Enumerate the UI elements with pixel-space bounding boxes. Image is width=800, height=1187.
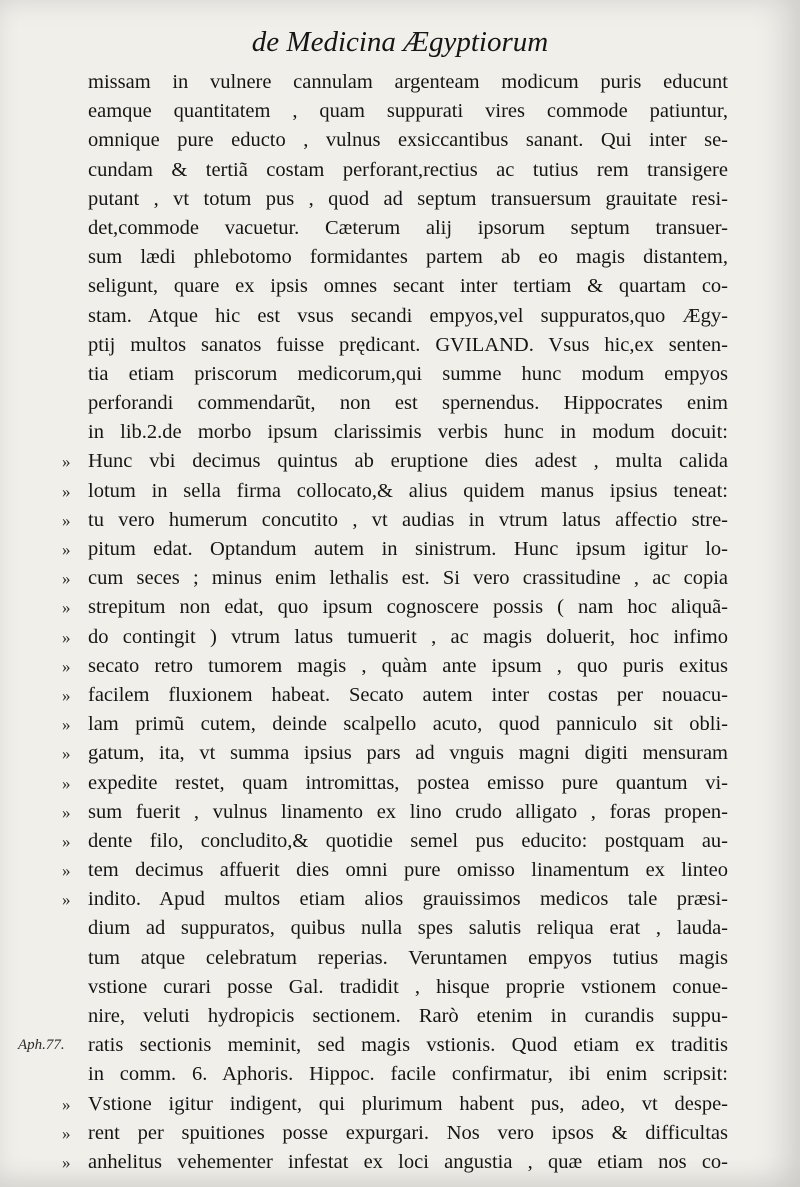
text-line: [88, 97, 728, 126]
line-text: rent per spuitiones posse expurgari. Nos vero ipsos & difficultas: [88, 1121, 728, 1144]
text-line: [62, 506, 728, 535]
text-line: [88, 68, 728, 97]
quotation-mark: »: [62, 656, 71, 676]
quotation-mark: »: [62, 1094, 71, 1114]
quotation-mark: »: [62, 861, 71, 881]
text-line: [88, 185, 728, 214]
line-text: stam. Atque hic est vsus secandi empyos,vel suppuratos,quo Ægy-: [88, 304, 728, 327]
line-text: tem decimus affuerit dies omni pure omisso linamentum ex linteo: [88, 859, 728, 882]
quotation-mark: »: [62, 685, 71, 705]
text-line: [88, 1002, 728, 1031]
line-text: omnique pure educto , vulnus exsiccantibus sanant. Qui inter se-: [88, 129, 728, 152]
text-line: [88, 243, 728, 272]
line-text: perforandi commendarũt, non est spernendus. Hippocrates enim: [88, 392, 728, 415]
running-head: de Medicina Ægyptiorum: [251, 26, 549, 58]
line-text: sum lædi phlebotomo formidantes partem ab eo magis distantem,: [88, 246, 728, 269]
line-text: sum fuerit , vulnus linamento ex lino crudo alligato , foras propen-: [88, 800, 728, 823]
text-line: [62, 739, 728, 768]
text-line: [62, 827, 728, 856]
quotation-mark: »: [62, 1152, 71, 1172]
line-text: in lib.2.de morbo ipsum clarissimis verbis hunc in modum docuit:: [88, 421, 728, 444]
body-text: [18, 68, 728, 1177]
text-line: [62, 564, 728, 593]
line-text: vstione curari posse Gal. tradidit , hisque proprie vstionem conue-: [88, 975, 728, 998]
text-line: [88, 389, 728, 418]
line-text: gatum, ita, vt summa ipsius pars ad vnguis magni digiti mensuram: [88, 742, 728, 765]
text-line: [88, 272, 728, 301]
text-line: [62, 652, 728, 681]
line-text: dente filo, concludito,& quotidie semel pus educito: postquam au-: [88, 829, 728, 852]
quotation-mark: »: [62, 744, 71, 764]
line-text: cum seces ; minus enim lethalis est. Si vero crassitudine , ac copia: [88, 567, 728, 590]
line-text: expedite restet, quam intromittas, postea emisso pure quantum vi-: [88, 771, 728, 794]
line-text: ptij multos sanatos fuisse prędicant. GVILAND. Vsus hic,ex senten-: [88, 333, 728, 356]
quotation-mark: »: [62, 802, 71, 822]
line-text: nire, veluti hydropicis sectionem. Rarò etenim in curandis suppu-: [88, 1005, 728, 1027]
text-line: [88, 156, 728, 185]
text-line: [62, 593, 728, 622]
line-text: anhelitus vehementer infestat ex loci angustia , quæ etiam nos co-: [88, 1150, 728, 1173]
line-text: ratis sectionis meminit, sed magis vstionis. Quod etiam ex traditis: [88, 1034, 728, 1057]
quotation-mark: »: [62, 540, 71, 559]
quotation-mark: »: [62, 831, 71, 851]
line-text: dium ad suppuratos, quibus nulla spes salutis reliqua erat , lauda-: [88, 917, 728, 940]
text-line: [62, 856, 728, 885]
line-text: tum atque celebratum reperias. Veruntamen empyos tutius magis: [88, 946, 728, 969]
margin-note: Aph.77.: [18, 1037, 65, 1054]
quotation-mark: »: [62, 715, 71, 735]
text-line: [88, 331, 728, 360]
line-text: missam in vulnere cannulam argenteam modicum puris educunt: [88, 71, 728, 93]
text-line: [62, 447, 728, 476]
line-text: cundam & tertiã costam perforant,rectius ac tutius rem transigere: [88, 158, 728, 181]
quotation-mark: »: [62, 452, 71, 472]
line-text: tia etiam priscorum medicorum,qui summe hunc modum empyos: [88, 362, 728, 385]
quotation-mark: »: [62, 598, 71, 618]
text-line: [88, 944, 728, 973]
line-text: putant , vt totum pus , quod ad septum transuersum grauitate resi-: [88, 187, 728, 210]
quotation-mark: »: [62, 569, 71, 589]
line-text: do contingit ) vtrum latus tumuerit , ac magis doluerit, hoc infimo: [88, 625, 728, 648]
line-text: Hunc vbi decimus quintus ab eruptione dies adest , multa calida: [88, 450, 728, 473]
text-line: [88, 973, 728, 1002]
text-line: [62, 769, 728, 798]
text-line: [18, 1031, 728, 1060]
text-line: [62, 681, 728, 710]
line-text: in comm. 6. Aphoris. Hippoc. facile confirmatur, ibi enim scripsit:: [88, 1063, 728, 1086]
line-text: indito. Apud multos etiam alios grauissimos medicos tale præsi-: [88, 888, 728, 911]
text-line: [88, 914, 728, 943]
text-line: [62, 1148, 728, 1177]
text-line: [62, 885, 728, 914]
text-line: [62, 535, 728, 564]
text-line: [62, 710, 728, 739]
quotation-mark: »: [62, 510, 71, 530]
quotation-mark: »: [62, 890, 71, 910]
text-line: [62, 477, 728, 506]
line-text: eamque quantitatem , quam suppurati vires commode patiuntur,: [88, 100, 728, 123]
line-text: tu vero humerum concutito , vt audias in vtrum latus affectio stre-: [88, 508, 728, 531]
line-text: secato retro tumorem magis , quàm ante ipsum , quo puris exitus: [88, 654, 728, 677]
line-text: seligunt, quare ex ipsis omnes secant inter tertiam & quartam co-: [88, 275, 728, 298]
line-text: pitum edat. Optandum autem in sinistrum. Hunc ipsum igitur lo-: [88, 538, 728, 560]
line-text: strepitum non edat, quo ipsum cognoscere possis ( nam hoc aliquã-: [88, 596, 728, 619]
text-line: [62, 1090, 728, 1119]
text-line: [62, 623, 728, 652]
line-text: Vstione igitur indigent, qui plurimum habent pus, adeo, vt despe-: [88, 1092, 728, 1115]
line-text: det,commode vacuetur. Cæterum alij ipsorum septum transuer-: [88, 216, 728, 239]
text-line: [88, 418, 728, 447]
text-line: [88, 1060, 728, 1089]
text-line: [62, 1119, 728, 1148]
text-line: [88, 126, 728, 155]
quotation-mark: »: [62, 773, 71, 793]
text-line: [62, 798, 728, 827]
line-text: lam primũ cutem, deinde scalpello acuto, quod panniculo sit obli-: [88, 713, 728, 736]
quotation-mark: »: [62, 481, 71, 501]
text-line: [88, 302, 728, 331]
text-line: [88, 360, 728, 389]
quotation-mark: »: [62, 1123, 71, 1143]
line-text: facilem fluxionem habeat. Secato autem inter costas per nouacu-: [88, 683, 728, 706]
quotation-mark: »: [62, 627, 71, 647]
line-text: lotum in sella firma collocato,& alius quidem manus ipsius teneat:: [88, 479, 728, 502]
text-line: [88, 214, 728, 243]
